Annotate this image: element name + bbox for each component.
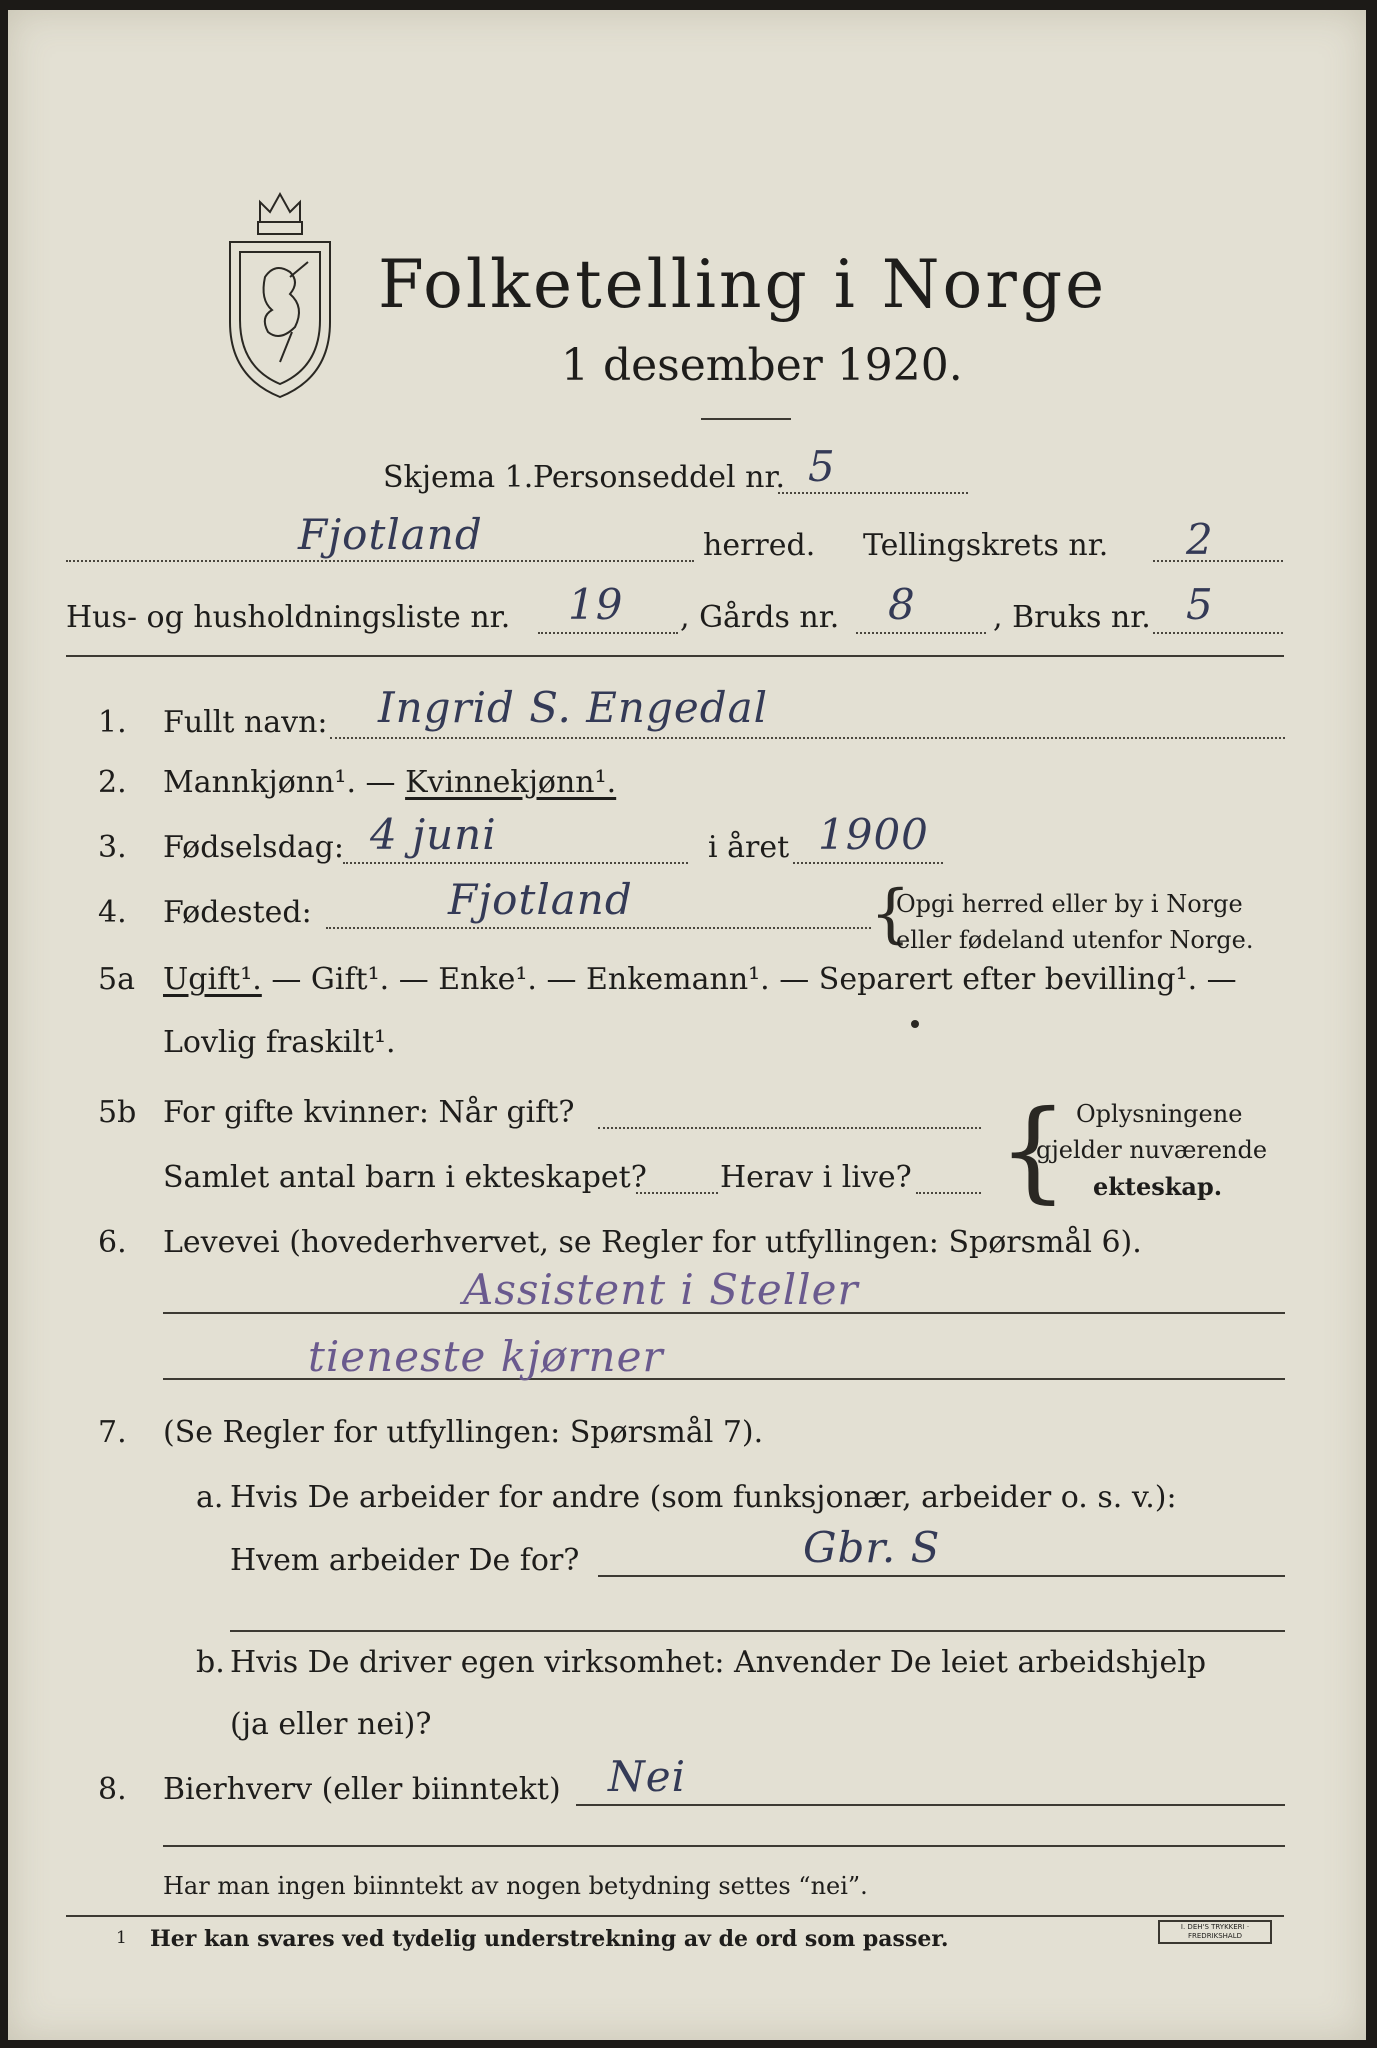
q7a-line	[598, 1575, 1285, 1577]
birth-year-value[interactable]: 1900	[818, 810, 929, 859]
footer-note: Har man ingen biinntekt av nogen betydning settes “nei”.	[163, 1872, 868, 1900]
q8-number: 8.	[98, 1772, 127, 1807]
q4-number: 4.	[98, 895, 127, 930]
footnote-text: Her kan svares ved tydelig understrekning av de ord som passer.	[150, 1926, 949, 1952]
gards-label: , Gårds nr.	[680, 600, 840, 635]
bruks-value[interactable]: 5	[1186, 580, 1214, 629]
full-name-value[interactable]: Ingrid S. Engedal	[378, 683, 769, 732]
q5a-options	[163, 962, 1237, 997]
bruks-label: , Bruks nr.	[993, 600, 1151, 635]
q3-year-line	[793, 862, 943, 864]
q5b-number: 5b	[98, 1095, 137, 1130]
header-rule	[66, 655, 1284, 657]
q5b-note-line3: ekteskap.	[1093, 1172, 1223, 1201]
q5b-brace: {	[998, 1086, 1068, 1214]
q3-label: Fødselsdag:	[163, 830, 344, 865]
herred-value[interactable]: Fjotland	[298, 510, 483, 559]
q4-line	[326, 927, 871, 929]
form-title: Folketelling i Norge	[378, 246, 1108, 323]
q1-label: Fullt navn:	[163, 705, 328, 740]
ink-speck	[911, 1020, 919, 1028]
option-lovlig-fraskilt[interactable]: Lovlig fraskilt¹.	[163, 1025, 396, 1060]
q5b-note-line2: gjelder nuværende	[1036, 1136, 1268, 1164]
q7a-letter: a.	[196, 1480, 224, 1515]
tellingskrets-line	[1153, 560, 1283, 562]
q5b-children-line	[636, 1192, 718, 1194]
footnote-number: 1	[116, 1928, 127, 1948]
q5b-label-alive: Herav i live?	[720, 1160, 912, 1195]
q8-line	[576, 1804, 1285, 1806]
q8-label: Bierhverv (eller biinntekt)	[163, 1772, 561, 1807]
q4-label: Fødested:	[163, 895, 312, 930]
q1-number: 1.	[98, 705, 127, 740]
husliste-label: Hus- og husholdningsliste nr.	[66, 600, 511, 635]
option-kvinnekjonn[interactable]: Kvinnekjønn¹.	[405, 765, 617, 800]
q4-note-line2: eller fødeland utenfor Norge.	[896, 926, 1254, 954]
q7-number: 7.	[98, 1415, 127, 1450]
gards-value[interactable]: 8	[888, 580, 916, 629]
q7a-question: Hvem arbeider De for?	[230, 1543, 580, 1578]
q7-label: (Se Regler for utfyllingen: Spørsmål 7).	[163, 1415, 764, 1450]
census-date: 1 desember 1920.	[561, 340, 963, 391]
q5b-married-line	[598, 1127, 981, 1129]
personseddel-label: Personseddel nr.	[533, 460, 786, 495]
census-form	[8, 10, 1366, 2040]
q3-line	[343, 862, 688, 864]
q7a-extra-line	[230, 1630, 1285, 1632]
q2-number: 2.	[98, 765, 127, 800]
husliste-value[interactable]: 19	[568, 580, 624, 629]
printer-stamp: I. DEH'S TRYKKERI · FREDRIKSHALD	[1158, 1920, 1272, 1944]
employer-value[interactable]: Gbr. S	[803, 1523, 941, 1572]
option-mannkjonn[interactable]: Mannkjønn¹.	[163, 765, 356, 800]
bruks-line	[1153, 632, 1283, 634]
q8-extra-line	[163, 1845, 1285, 1847]
husliste-line	[538, 632, 678, 634]
herred-label: herred.	[703, 528, 816, 563]
q6-label: Levevei (hovederhvervet, se Regler for utfyllingen: Spørsmål 6).	[163, 1225, 1142, 1260]
q5b-label-married: For gifte kvinner: Når gift?	[163, 1095, 575, 1130]
q5b-label-children: Samlet antal barn i ekteskapet?	[163, 1160, 647, 1195]
personseddel-value[interactable]: 5	[808, 442, 836, 491]
herred-line	[66, 560, 694, 562]
birthday-value[interactable]: 4 juni	[370, 810, 497, 859]
q3-year-label: i året	[708, 830, 790, 865]
birthplace-value[interactable]: Fjotland	[448, 875, 633, 924]
q3-number: 3.	[98, 830, 127, 865]
q4-brace: {	[870, 877, 911, 951]
q5b-note-line1: Oplysningene	[1076, 1100, 1243, 1128]
occupation-value-line2[interactable]: tieneste kjørner	[308, 1332, 664, 1381]
personseddel-line	[778, 492, 968, 494]
marital-other-options[interactable]: — Gift¹. — Enke¹. — Enkemann¹. — Separert efter bevilling¹. —	[261, 962, 1237, 997]
q7b-question: (ja eller nei)?	[230, 1707, 432, 1742]
option-ugift[interactable]: Ugift¹.	[163, 962, 262, 997]
gards-line	[856, 632, 986, 634]
footer-rule	[66, 1915, 1284, 1917]
coat-of-arms-icon	[220, 182, 340, 402]
q5b-alive-line	[916, 1192, 981, 1194]
q7b-label: Hvis De driver egen virksomhet: Anvender De leiet arbeidshjelp	[230, 1645, 1207, 1680]
q5a-number: 5a	[98, 962, 135, 997]
q2-options	[163, 765, 616, 800]
occupation-value-line1[interactable]: Assistent i Steller	[463, 1265, 859, 1314]
tellingskrets-label: Tellingskrets nr.	[863, 528, 1109, 563]
q4-note-line1: Opgi herred eller by i Norge	[896, 890, 1243, 918]
q1-line	[330, 737, 1285, 739]
q2-separator: —	[356, 765, 406, 800]
q7b-letter: b.	[196, 1645, 225, 1680]
q6-number: 6.	[98, 1225, 127, 1260]
title-divider	[701, 418, 791, 420]
tellingskrets-value[interactable]: 2	[1186, 515, 1214, 564]
side-income-value[interactable]: Nei	[608, 1752, 687, 1801]
skjema-label: Skjema 1.	[383, 460, 534, 495]
q7a-label: Hvis De arbeider for andre (som funksjonær, arbeider o. s. v.):	[230, 1480, 1177, 1515]
